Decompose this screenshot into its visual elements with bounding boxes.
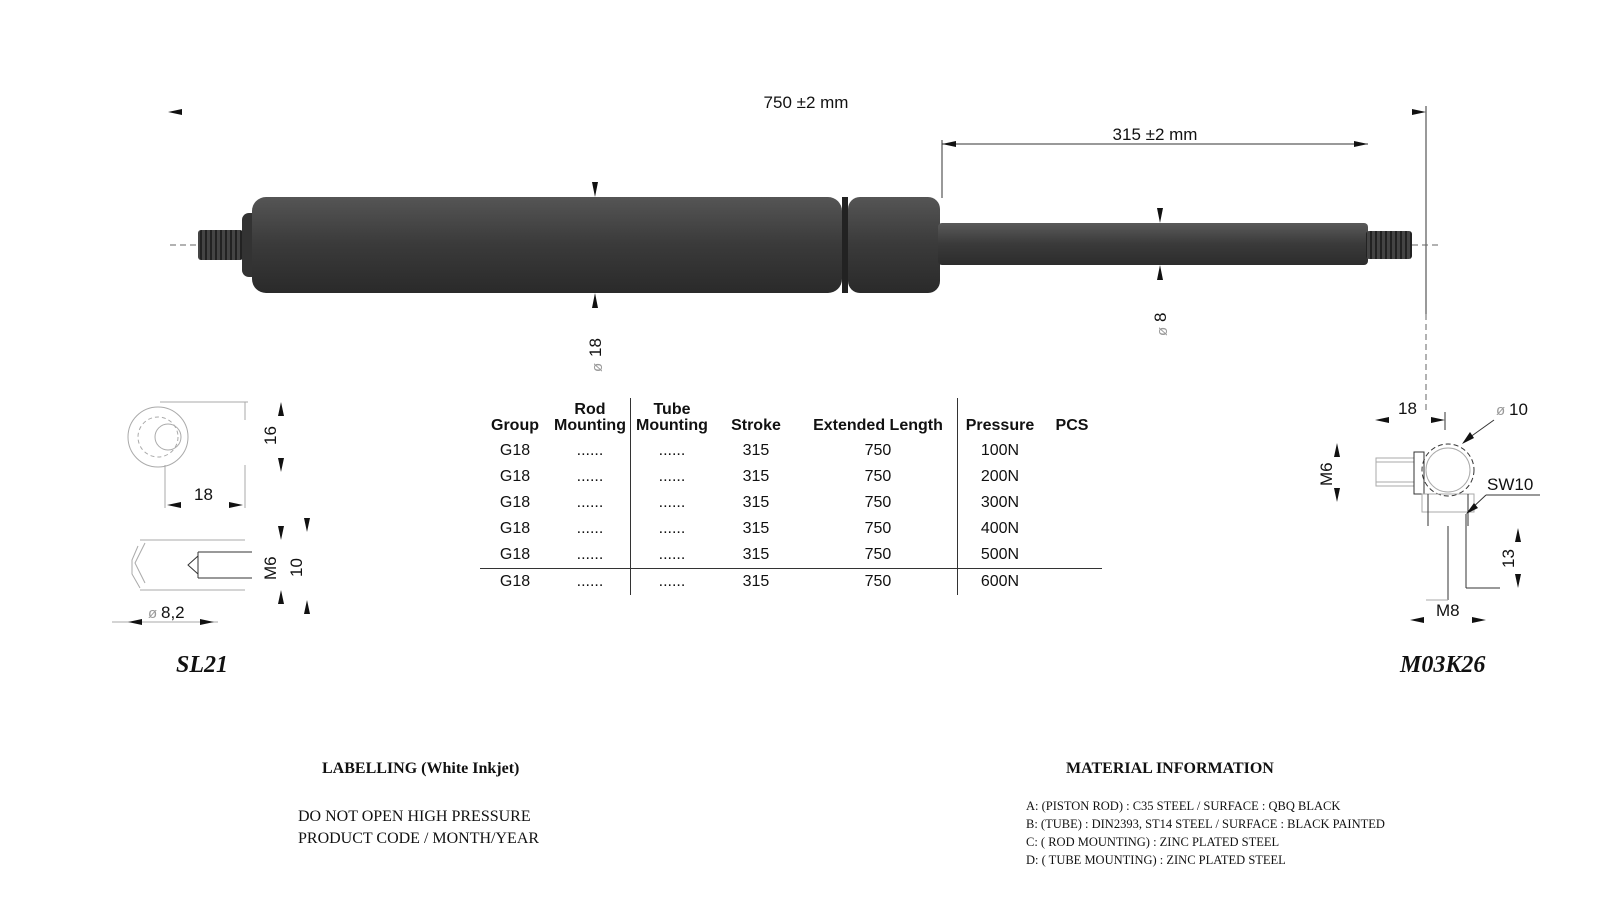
cell-pcs bbox=[1042, 464, 1102, 490]
table-row bbox=[480, 490, 1102, 516]
rod-diameter-label: 8 bbox=[1151, 312, 1170, 322]
labelling-title: LABELLING (White Inkjet) bbox=[322, 760, 520, 777]
cell-extended-length: 750 bbox=[864, 546, 892, 563]
material-line: D: ( TUBE MOUNTING) : ZINC PLATED STEEL bbox=[1026, 853, 1286, 867]
rod-thread bbox=[1366, 231, 1412, 259]
tube-diameter-label: 18 bbox=[586, 338, 605, 357]
left-fitting-model: SL21 bbox=[176, 652, 229, 678]
sl21-depth-label: 10 bbox=[287, 558, 306, 577]
header-tube-mounting: Tube Mounting bbox=[630, 398, 713, 438]
gas-spring bbox=[198, 197, 1412, 293]
cell-group: G18 bbox=[499, 520, 531, 537]
cell-rod-mounting: ...... bbox=[576, 546, 604, 563]
tube-seal-end bbox=[848, 197, 940, 293]
labelling-line: DO NOT OPEN HIGH PRESSURE bbox=[298, 808, 531, 825]
table-row bbox=[480, 516, 1102, 542]
cell-rod-mounting: ...... bbox=[576, 442, 604, 459]
cell-pressure: 500N bbox=[957, 542, 1042, 569]
cell-group: G18 bbox=[499, 468, 531, 485]
diameter-symbol-icon: ø bbox=[589, 362, 606, 372]
cell-stroke: 315 bbox=[742, 520, 770, 537]
cell-extended-length: 750 bbox=[864, 442, 892, 459]
cell-extended-length: 750 bbox=[799, 569, 958, 596]
piston-rod bbox=[938, 223, 1368, 265]
cell-stroke: 315 bbox=[742, 442, 770, 459]
header-stroke: Stroke bbox=[731, 417, 781, 434]
cell-stroke: 315 bbox=[742, 494, 770, 511]
m03k26-width-label: 18 bbox=[1398, 399, 1417, 418]
overall-length-label: 750 ±2 mm bbox=[763, 93, 849, 112]
cell-extended-length: 750 bbox=[864, 468, 892, 485]
header-pressure: Pressure bbox=[957, 398, 1042, 438]
cell-pressure: 200N bbox=[957, 464, 1042, 490]
diameter-symbol-icon: ø bbox=[1496, 402, 1506, 419]
cell-rod-mounting: ...... bbox=[550, 569, 630, 596]
cell-pcs bbox=[1042, 569, 1102, 596]
sl21-thread-label: M6 bbox=[261, 556, 280, 580]
header-extended-length: Extended Length bbox=[813, 417, 943, 434]
cell-pcs bbox=[1042, 490, 1102, 516]
material-line: A: (PISTON ROD) : C35 STEEL / SURFACE : QBQ BLACK bbox=[1026, 799, 1341, 813]
table-row bbox=[480, 569, 1102, 596]
cell-pressure: 100N bbox=[957, 438, 1042, 464]
cell-rod-mounting: ...... bbox=[576, 468, 604, 485]
m03k26-thread-bottom-label: M8 bbox=[1436, 601, 1460, 620]
material-line: B: (TUBE) : DIN2393, ST14 STEEL / SURFACE : BLACK PAINTED bbox=[1026, 817, 1385, 831]
m03k26-wrench-label: SW10 bbox=[1487, 475, 1534, 494]
stroke-dimension bbox=[942, 125, 1368, 198]
table-row bbox=[480, 438, 1102, 464]
cell-group: G18 bbox=[499, 494, 531, 511]
cell-pcs bbox=[1042, 516, 1102, 542]
cell-tube-mounting: ...... bbox=[630, 490, 713, 516]
cell-rod-mounting: ...... bbox=[576, 494, 604, 511]
cell-stroke: 315 bbox=[713, 569, 799, 596]
cell-group: G18 bbox=[480, 569, 550, 596]
sl21-width-label: 18 bbox=[194, 485, 213, 504]
diameter-symbol-icon: ø bbox=[148, 605, 158, 622]
header-pcs: PCS bbox=[1055, 417, 1089, 434]
right-fitting-model: M03K26 bbox=[1400, 652, 1486, 678]
cell-stroke: 315 bbox=[742, 468, 770, 485]
tube-groove bbox=[842, 197, 848, 293]
cell-pcs bbox=[1042, 542, 1102, 569]
m03k26-ball-label: 10 bbox=[1509, 400, 1528, 419]
cell-extended-length: 750 bbox=[864, 494, 892, 511]
spec-table bbox=[480, 398, 1102, 595]
table-header-row bbox=[480, 398, 1102, 438]
cell-tube-mounting: ...... bbox=[630, 516, 713, 542]
cell-pressure: 400N bbox=[957, 516, 1042, 542]
cell-pcs bbox=[1042, 438, 1102, 464]
material-title: MATERIAL INFORMATION bbox=[1066, 760, 1274, 777]
cell-pressure: 300N bbox=[957, 490, 1042, 516]
sl21-height-label: 16 bbox=[261, 426, 280, 445]
stroke-length-label: 315 ±2 mm bbox=[1112, 125, 1198, 144]
cell-tube-mounting: ...... bbox=[630, 542, 713, 569]
table-row bbox=[480, 542, 1102, 569]
m03k26-height-label: 13 bbox=[1499, 549, 1518, 568]
tube-thread bbox=[198, 230, 243, 260]
diameter-symbol-icon: ø bbox=[1154, 326, 1171, 336]
cell-group: G18 bbox=[499, 546, 531, 563]
table-row bbox=[480, 464, 1102, 490]
sl21-bore-label: 8,2 bbox=[161, 603, 185, 622]
sl21-fitting bbox=[112, 402, 310, 625]
labelling-line: PRODUCT CODE / MONTH/YEAR bbox=[298, 830, 540, 847]
header-group: Group bbox=[491, 417, 539, 434]
m03k26-thread-left-label: M6 bbox=[1317, 462, 1336, 486]
cell-tube-mounting: ...... bbox=[630, 464, 713, 490]
cell-stroke: 315 bbox=[742, 546, 770, 563]
cell-rod-mounting: ...... bbox=[576, 520, 604, 537]
cell-tube-mounting: ...... bbox=[630, 438, 713, 464]
cell-extended-length: 750 bbox=[864, 520, 892, 537]
cell-tube-mounting: ...... bbox=[630, 569, 713, 596]
cell-pressure: 600N bbox=[957, 569, 1042, 596]
cell-group: G18 bbox=[499, 442, 531, 459]
header-rod-mounting: Rod Mounting bbox=[554, 401, 626, 434]
material-line: C: ( ROD MOUNTING) : ZINC PLATED STEEL bbox=[1026, 835, 1280, 849]
m03k26-fitting bbox=[1317, 399, 1540, 623]
tube bbox=[252, 197, 842, 293]
